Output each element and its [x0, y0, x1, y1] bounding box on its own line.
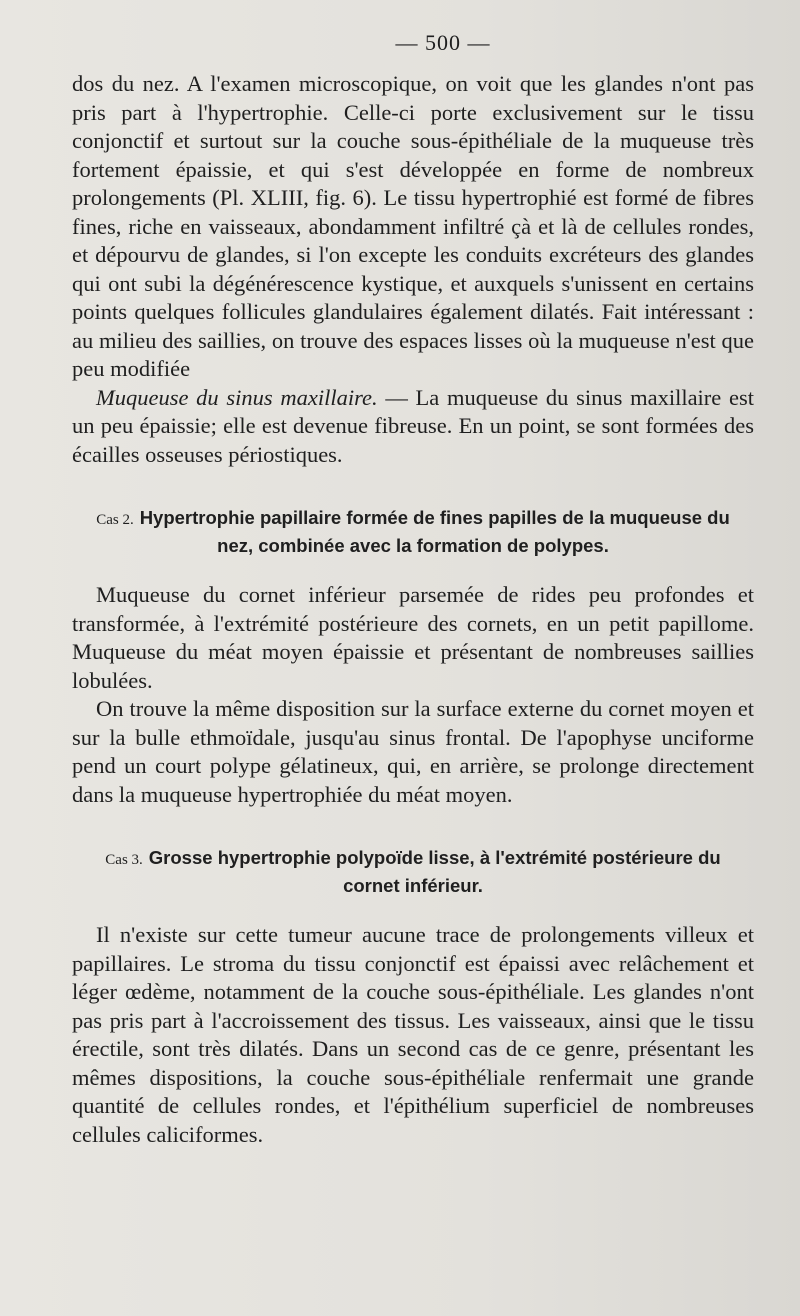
case-2-label: Cas 2. [96, 512, 134, 528]
case-2-paragraph-1: Muqueuse du cornet inférieur parsemée de rides peu profondes et transformée, à l'extrémité postérieure des cornets, en un petit papillome. Muqueuse du méat moyen épaissie et présentant de nombreuses saillies lobulées. [72, 582, 754, 693]
case-3-paragraph-1: Il n'existe sur cette tumeur aucune trace de prolongements villeux et papillaires. Le stroma du tissu conjonctif est épaissi avec relâchement et léger œdème, notamment de la couche sous-épithéliale. Les glandes n'ont pas pris part à l'accroissement des tissus. Les vaisseaux, ainsi que le tissu érectile, sont très dilatés. Dans un second cas de ce genre, présentant les mêmes dispositions, la couche sous-épithéliale renfermait une grande quantité de cellules rondes, et l'épithélium superficiel de nombreuses cellules caliciformes. [72, 922, 754, 1147]
case-3-label: Cas 3. [105, 852, 143, 868]
sinus-text: — La muqueuse du sinus maxillaire est un peu épaissie; elle est devenue fibreuse. En un point, se sont formées des écailles osseuses périostiques. [72, 384, 754, 467]
sinus-subheading: Muqueuse du sinus maxillaire. [96, 384, 378, 410]
case-3-title: Grosse hypertrophie polypoïde lisse, à l'extrémité postérieure du cornet inférieur. [148, 847, 721, 896]
page-number: — 500 — [395, 30, 491, 55]
case-2-paragraph-2: On trouve la même disposition sur la surface externe du cornet moyen et sur la bulle ethmoïdale, jusqu'au sinus frontal. De l'apophyse unciforme pend un court polype gélatineux, qui, en arrière, se prolonge directement dans la muqueuse hypertrophiée du méat moyen. [72, 696, 754, 807]
sinus-paragraph [72, 384, 754, 470]
case-3-heading [72, 845, 754, 899]
case-2-heading [72, 505, 754, 559]
intro-paragraph: dos du nez. A l'examen microscopique, on voit que les glandes n'ont pas pris part à l'hypertrophie. Celle-ci porte exclusivement sur le tissu conjonctif et surtout sur la couche sous-épithéliale de la muqueuse très fortement épaissie, et qui s'est développée en forme de nombreux prolongements (Pl. XLIII, fig. 6). Le tissu hypertrophié est formé de fibres fines, riche en vaisseaux, abondamment infiltré çà et là de cellules rondes, et dépourvu de glandes, si l'on excepte les conduits excréteurs des glandes qui ont subi la dégénérescence kystique, et auxquels s'unissent en certains points quelques follicules glandulaires également dilatés. Fait intéressant : au milieu des saillies, on trouve des espaces lisses où la muqueuse n'est que peu modifiée [72, 71, 754, 381]
case-2-title: Hypertrophie papillaire formée de fines papilles de la muqueuse du nez, combinée avec la formation de polypes. [139, 507, 730, 556]
